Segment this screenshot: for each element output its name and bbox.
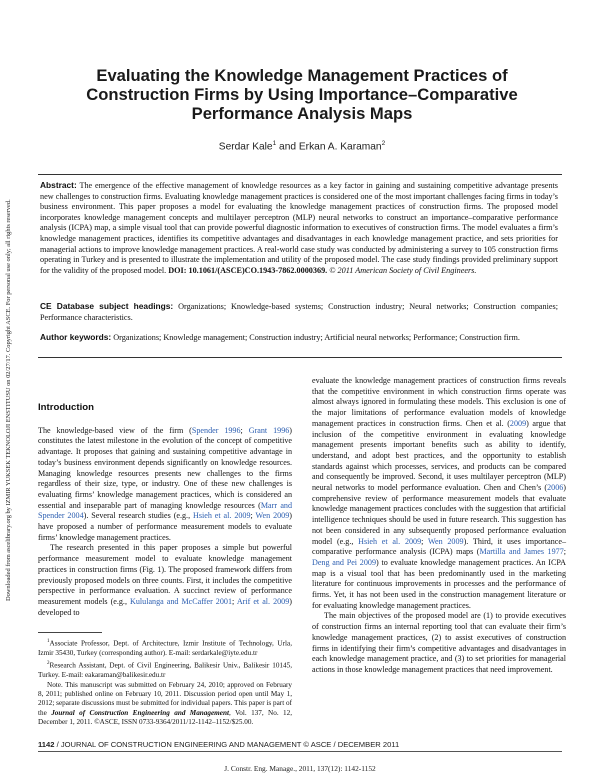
footnote-marker: 1 [47, 639, 50, 645]
body-text: ) argue that inclusion of the competitive environment in evaluating knowledge management presents important benefits such as ability to identify, understand, and adopt best practices, and the opportunity to establish standards against which processes, services, and products can be compared and consequently be improved. Second, it uses multilayer perceptron (MLP) neural networks to model performance evaluation. Chen and Chen’s ( [312, 418, 566, 493]
journal-name: Journal of Construction Engineering and Management [51, 708, 229, 717]
title-line: Performance Analysis Maps [191, 104, 413, 123]
running-title: / JOURNAL OF CONSTRUCTION ENGINEERING AND MANAGEMENT © ASCE / DECEMBER 2011 [54, 740, 400, 749]
footnote-text: , Vol. 137, No. 12, December 1, 2011. ©ASCE, ISSN 0733-9364/2011/12-1142–1152/$25.00. [38, 708, 293, 726]
abstract-text: The emergence of the effective management of knowledge resources as a key factor in gaining and sustaining competitive advantage presents new challenges to construction firms. Evaluating knowledge management practices is considered one of the most important challenges facing firms in today’s business environment. This paper proposes a model for evaluating the knowledge management practices of construction firms. The proposed model incorporates knowledge management concepts and multilayer perceptron (MLP) neural networks to construct an importance–comparative performance analysis (ICPA) map, a simple visual tool that can provide powerful diagnostic information to executives of construction firms. The model evaluates a firm’s knowledge management practices, identifies its competitive advantages and disadvantages in each knowledge management practice, and sets priorities for managerial actions to improve knowledge management practices. A real-world case study was conducted by administering a survey to 105 construction firms operating in Turkey and is presented to illustrate the implementation and utility of the proposed model. The case study findings provided preliminary support for the validity of the proposed model. [40, 181, 558, 275]
body-text: ; [563, 547, 566, 557]
citation-link[interactable]: Deng and Pei 2009 [312, 557, 376, 567]
footnotes [38, 637, 292, 727]
body-text: The knowledge-based view of the firm ( [38, 425, 192, 435]
citation-link[interactable]: Spender 1996 [191, 425, 241, 435]
abstract-box [38, 174, 562, 358]
title-line: Evaluating the Knowledge Management Practices of [96, 66, 508, 85]
citation-link[interactable]: Hsieh et al. 2009 [358, 536, 422, 546]
body-text: ; [250, 511, 256, 521]
body-text: ) developed to [38, 596, 292, 617]
body-paragraph [312, 376, 566, 611]
copyright-text: © 2011 American Society of Civil Engineers. [327, 265, 477, 275]
body-text: ; [232, 596, 237, 606]
body-text: ). Third, it uses importance–comparative performance analysis (ICPA) maps ( [312, 536, 566, 557]
body-text: ). Several research studies (e.g., [83, 511, 194, 521]
citation-link[interactable]: Kululanga and McCaffer 2001 [130, 596, 232, 606]
left-column [38, 376, 292, 728]
download-sidebar-note: Downloaded from ascelibrary.org by IZMIR YUKSEK TEKNOLOJI ENSTITUSU on 02/27/17. Copyright ASCE. For personal use only; all rights reserved. [5, 199, 12, 601]
footnote-note [38, 681, 292, 727]
body-text: ) to evaluate knowledge management practices. An ICPA map is a visual tool that has been predominantly used in the marketing literature for continuous improvements in processes and the performance of firms. Yet, it has not been used in the construction management literature or for evaluating knowledge management practices. [312, 557, 566, 610]
citation-link[interactable]: Marr and Spender 2004 [38, 500, 293, 521]
body-text: ; [421, 536, 428, 546]
intro-paragraph [38, 543, 292, 618]
body-text: ) have proposed a number of performance measurement models to evaluate firms’ knowledge management practices. [38, 511, 292, 542]
paper-title [40, 66, 564, 123]
author-list [40, 140, 564, 152]
citation-link[interactable]: 2006 [547, 483, 564, 493]
page-footer [38, 740, 562, 749]
body-paragraph: The main objectives of the proposed model are (1) to provide executives of construction firms an internal reporting tool that can evaluate their firm’s knowledge management practices, (2) to assist executives of construction firms in identifying their firm’s competitive advantages and disadvantages in each knowledge management practice, and (3) to set priorities for managerial actions in those knowledge management practices that need improvement. [312, 611, 566, 674]
citation-link[interactable]: Wen 2009 [255, 511, 290, 521]
ce-headings-label: CE Database subject headings: [40, 301, 174, 311]
body-text: ) constitutes the latest milestone in the evolution of the concept of competitive advantage. It proposes that gaining and sustaining competitive advantage in today’s business environment depends significantly on knowledge resources. Managing knowledge resources presents new challenges to the firms regardless of their size, type, or industry. One of these new challenges is evaluating firms’ knowledge management practices, which is considered an essential and inseparable part of managing knowledge resources ( [38, 425, 292, 510]
journal-reference: J. Constr. Eng. Manage., 2011, 137(12): 1142-1152 [224, 764, 376, 773]
author-connector: and [276, 141, 299, 153]
footnote-marker: 2 [47, 661, 50, 667]
abstract-label: Abstract: [40, 180, 77, 190]
body-text: evaluate the knowledge management practices of construction firms reveals that the competitive environment in which construction firms operate was almost always ignored in formulating these models. This exclusion is one of the major limitations of performance evaluation models of knowledge management practices in construction firms. Chen et al. ( [312, 376, 566, 428]
footnote-text: Research Assistant, Dept. of Civil Engineering, Balikesir Univ., Balikesir 10145, Turkey. E-mail: eakaraman@balikesir.edu.tr [38, 661, 292, 679]
author-keywords [40, 332, 558, 344]
page-number: 1142 [38, 740, 55, 749]
keywords-label: Author keywords: [40, 332, 112, 342]
doi-link[interactable]: DOI: 10.1061/(ASCE)CO.1943-7862.0000369. [166, 265, 328, 275]
citation-link[interactable]: 2009 [509, 418, 527, 428]
citation-link[interactable]: Wen 2009 [428, 536, 464, 546]
author-name: Serdar Kale [218, 141, 273, 153]
footnote-text: Note. This manuscript was submitted on February 24, 2010; approved on February 8, 2011; published online on February 10, 2011. Discussion period open until May 1, 2012; separate discussions must be submitted for individual papers. This paper is part of the [38, 680, 292, 717]
intro-paragraph [38, 426, 292, 544]
abstract-paragraph [40, 180, 558, 276]
footnote-text: Associate Professor, Dept. of Architecture, Izmir Institute of Technology, Urla, Izmir 35430, Turkey (corresponding author). E-mail: serdarkale@iyte.edu.tr [38, 639, 292, 657]
citation-link[interactable]: Grant 1996 [248, 425, 290, 435]
right-column [312, 376, 566, 676]
author-name: Erkan A. Karaman [298, 141, 382, 153]
ce-headings-text: Organizations; Knowledge-based systems; Construction industry; Neural networks; Construction companies; Performance characteristics. [40, 302, 559, 322]
section-heading-introduction: Introduction [38, 402, 94, 413]
keywords-text: Organizations; Knowledge management; Construction industry; Artificial neural networks; Performance; Construction firm. [111, 333, 520, 342]
body-text: The research presented in this paper proposes a simple but powerful performance measurement model to evaluate knowledge management practices in construction firms (Fig. 1). The proposed framework differs from previously proposed models on three counts. First, it includes the competitive perspective in performance evaluation. A succinct review of performance measurement models (e.g., [38, 543, 292, 606]
footer-divider [38, 751, 562, 752]
body-text: ; [240, 425, 249, 435]
title-line: Construction Firms by Using Importance–Comparative [86, 85, 518, 104]
author-affiliation-marker: 1 [272, 140, 277, 147]
citation-link[interactable]: Arif et al. 2009 [236, 596, 290, 606]
citation-link[interactable]: Martilla and James 1977 [479, 547, 564, 557]
footnote-affiliation [38, 659, 292, 680]
body-text: ) comprehensive review of performance measurement models that evaluate knowledge management practices concludes with the suggestion that artificial intelligence techniques should be used in future research. This suggestion has not been considered in any subsequently proposed performance evaluation model (e.g., [312, 483, 566, 546]
footnote-divider [38, 632, 102, 633]
footnote-affiliation [38, 637, 292, 658]
citation-link[interactable]: Hsieh et al. 2009 [193, 511, 251, 521]
ce-subject-headings [40, 301, 558, 323]
author-affiliation-marker: 2 [381, 140, 386, 147]
